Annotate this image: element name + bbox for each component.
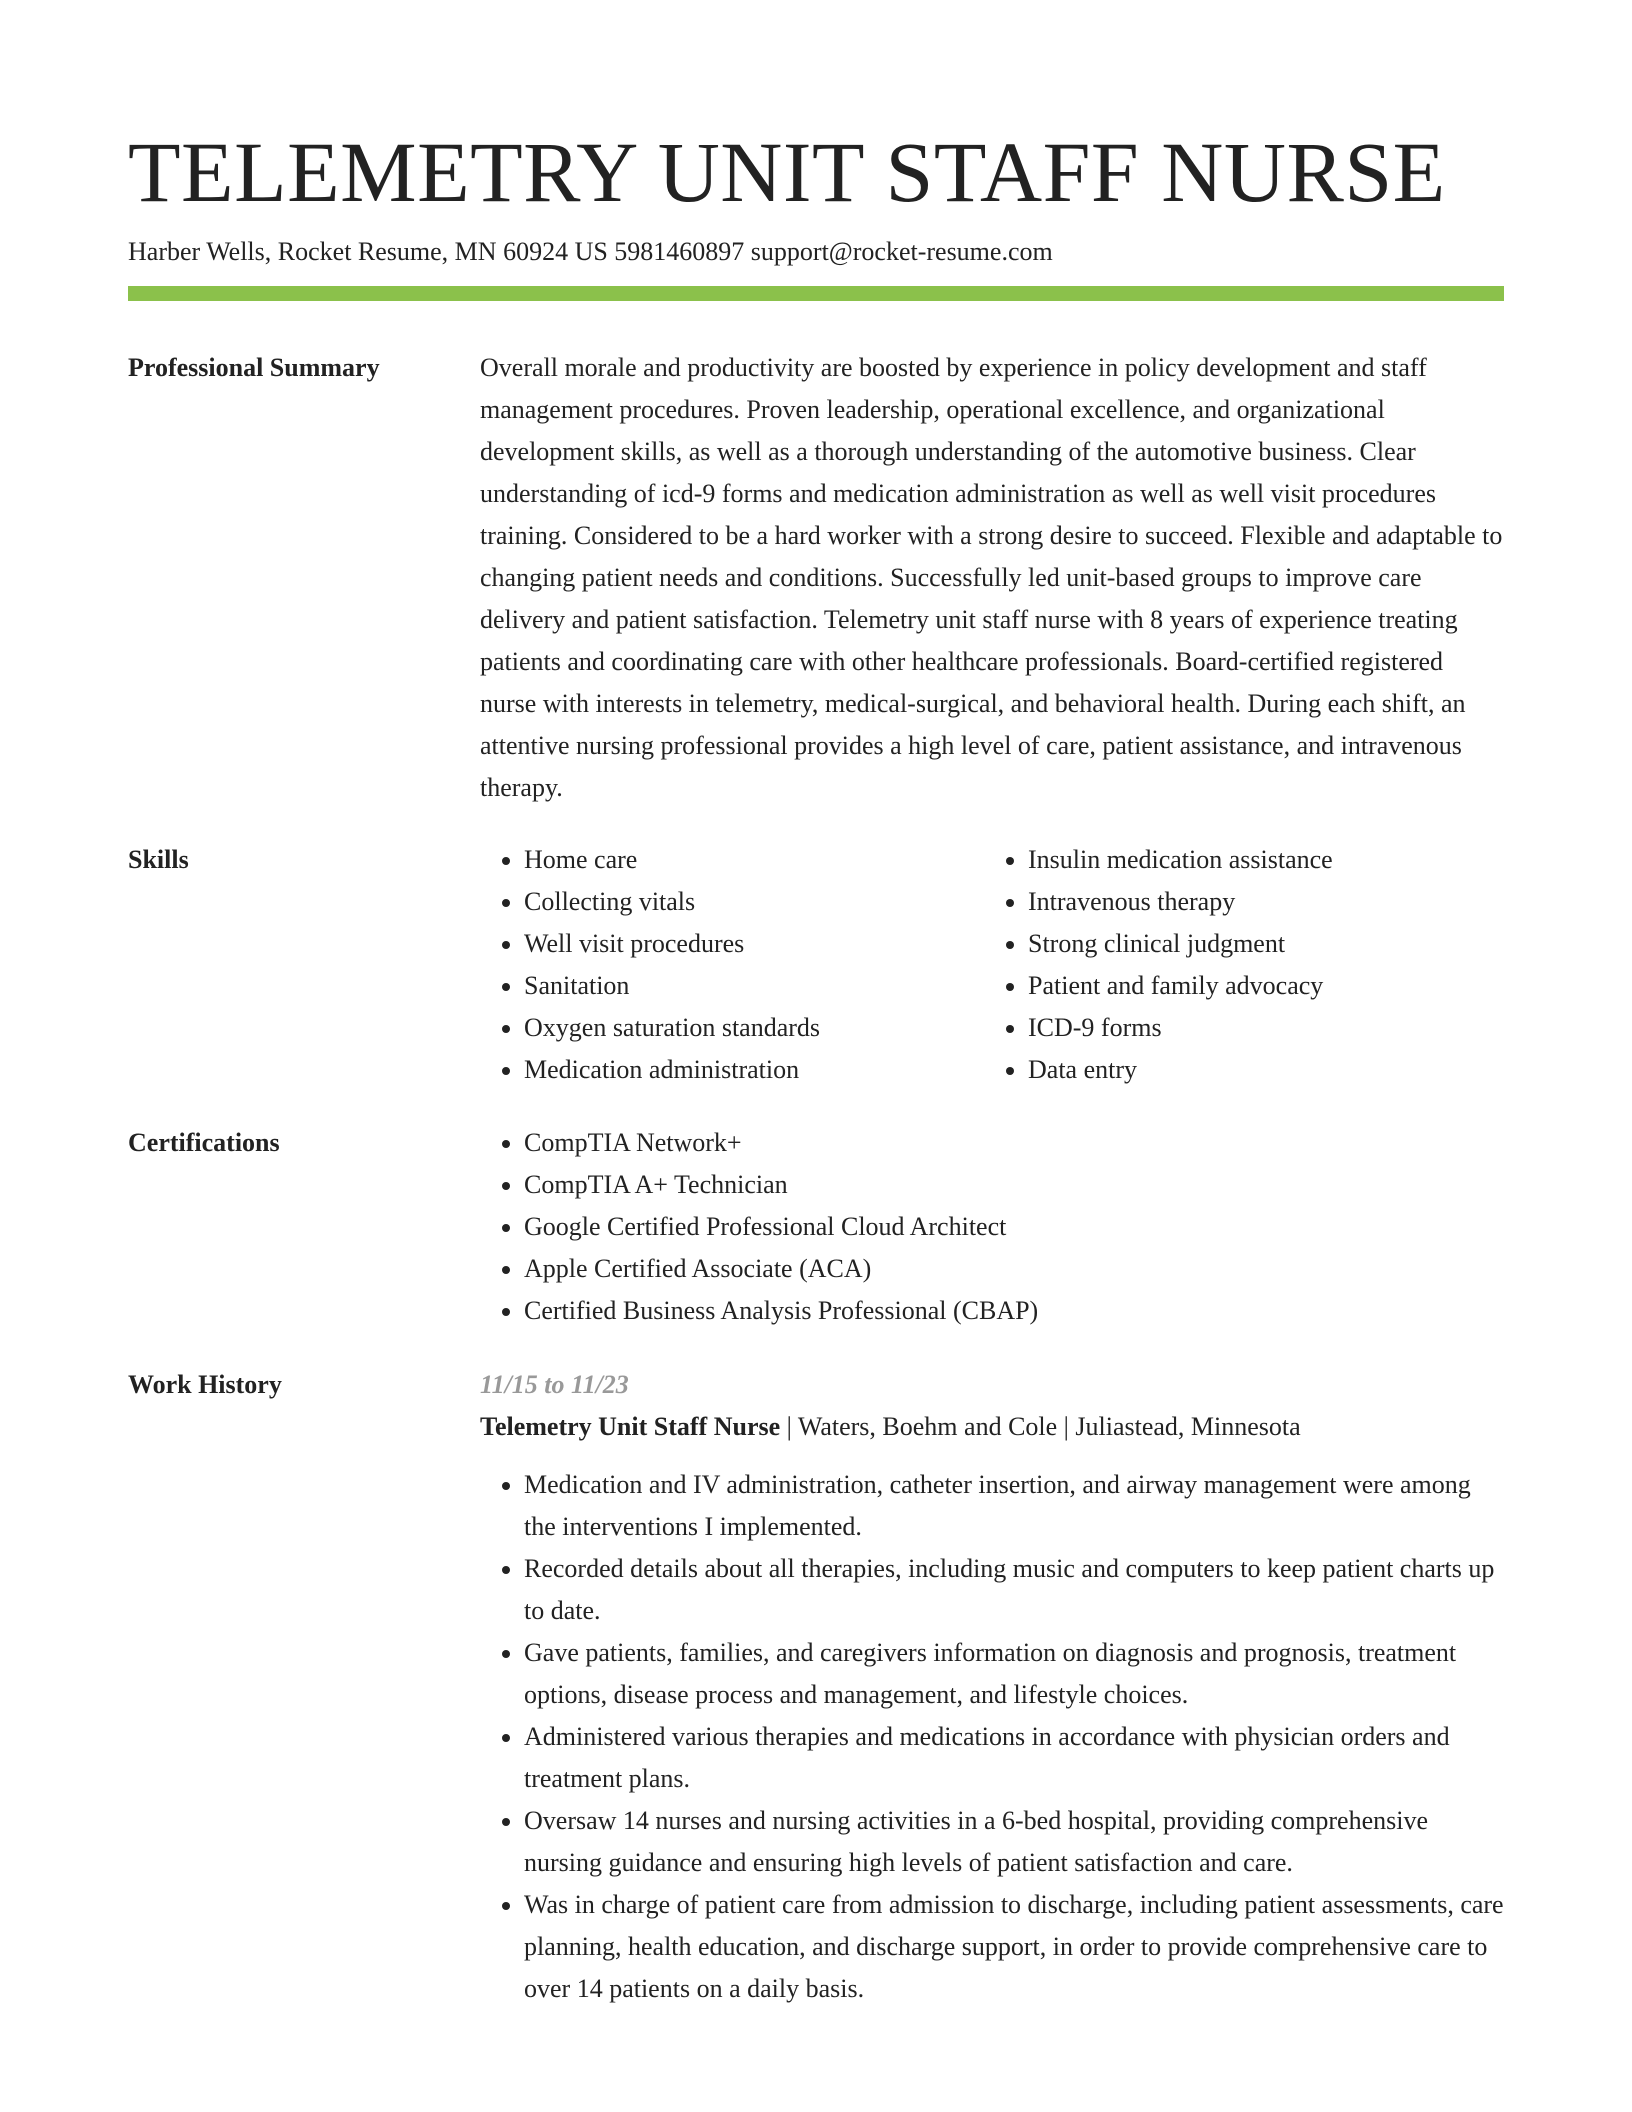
skills-list-right xyxy=(984,839,1488,1091)
job-bullets xyxy=(480,1464,1504,2010)
skill-item: • Patient and family advocacy xyxy=(1028,965,1488,1007)
job-dates: 11/15 to 11/23 xyxy=(480,1370,629,1399)
job-bullet: • Oversaw 14 nurses and nursing activities in a 6-bed hospital, providing comprehensive nursing guidance and ensuring high levels of patient satisfaction and care. xyxy=(524,1800,1504,1884)
summary-section xyxy=(128,347,1504,809)
certification-item: • CompTIA A+ Technician xyxy=(524,1164,1504,1206)
certification-item: • Apple Certified Associate (ACA) xyxy=(524,1248,1504,1290)
job-bullet: • Gave patients, families, and caregivers information on diagnosis and prognosis, treatment options, disease process and management, and lifestyle choices. xyxy=(524,1632,1504,1716)
skill-item: • ICD-9 forms xyxy=(1028,1007,1488,1049)
job-bullet: • Recorded details about all therapies, including music and computers to keep patient charts up to date. xyxy=(524,1548,1504,1632)
work-history-section xyxy=(128,1364,1504,2010)
work-history-heading: Work History xyxy=(128,1370,282,1399)
job-heading xyxy=(480,1406,1504,1448)
summary-text: Overall morale and productivity are boosted by experience in policy development and staff management procedures. Proven leadership, operational excellence, and organizational development skills, as well as a thorough understanding of the automotive business. Clear understanding of icd-9 forms and medication administration as well as well visit procedures training. Considered to be a hard worker with a strong desire to succeed. Flexible and adaptable to changing patient needs and conditions. Successfully led unit-based groups to improve care delivery and patient satisfaction. Telemetry unit staff nurse with 8 years of experience treating patients and coordinating care with other healthcare professionals. Board-certified registered nurse with interests in telemetry, medical-surgical, and behavioral health. During each shift, an attentive nursing professional provides a high level of care, patient assistance, and intravenous therapy. xyxy=(480,353,1503,802)
skills-column-left xyxy=(480,839,984,1091)
skill-item: • Intravenous therapy xyxy=(1028,881,1488,923)
skill-item: • Medication administration xyxy=(524,1049,984,1091)
skill-item: • Well visit procedures xyxy=(524,923,984,965)
certification-item: • CompTIA Network+ xyxy=(524,1122,1504,1164)
job-title: Telemetry Unit Staff Nurse xyxy=(480,1412,781,1441)
skill-item: • Oxygen saturation standards xyxy=(524,1007,984,1049)
work-history-body xyxy=(480,1364,1504,2010)
certifications-body xyxy=(480,1122,1504,1332)
resume-title: TELEMETRY UNIT STAFF NURSE xyxy=(128,124,1446,220)
skills-column-right xyxy=(984,839,1488,1091)
contact-line: Harber Wells, Rocket Resume, MN 60924 US 5981460897 support@rocket-resume.com xyxy=(128,237,1053,266)
summary-heading: Professional Summary xyxy=(128,353,380,382)
certification-item: • Google Certified Professional Cloud Architect xyxy=(524,1206,1504,1248)
skill-item: • Home care xyxy=(524,839,984,881)
skill-item: • Insulin medication assistance xyxy=(1028,839,1488,881)
job-bullet: • Administered various therapies and medications in accordance with physician orders and treatment plans. xyxy=(524,1716,1504,1800)
job-bullet: • Medication and IV administration, catheter insertion, and airway management were among the interventions I implemented. xyxy=(524,1464,1504,1548)
certifications-heading: Certifications xyxy=(128,1128,280,1157)
skills-list-left xyxy=(480,839,984,1091)
certifications-section xyxy=(128,1122,1504,1332)
skills-body xyxy=(480,839,1504,1091)
certification-item: • Certified Business Analysis Professional (CBAP) xyxy=(524,1290,1504,1332)
certifications-list xyxy=(480,1122,1504,1332)
skill-item: • Collecting vitals xyxy=(524,881,984,923)
resume-page xyxy=(128,0,1504,2010)
skills-heading: Skills xyxy=(128,845,189,874)
skills-section xyxy=(128,839,1504,1091)
summary-body xyxy=(480,347,1504,809)
skill-item: • Strong clinical judgment xyxy=(1028,923,1488,965)
skill-item: • Sanitation xyxy=(524,965,984,1007)
header-divider xyxy=(128,286,1504,301)
job-employer-location: | Waters, Boehm and Cole | Juliastead, Minnesota xyxy=(780,1412,1301,1441)
skill-item: • Data entry xyxy=(1028,1049,1488,1091)
job-bullet: • Was in charge of patient care from admission to discharge, including patient assessments, care planning, health education, and discharge support, in order to provide comprehensive care to over 14 patients on a daily basis. xyxy=(524,1884,1504,2010)
